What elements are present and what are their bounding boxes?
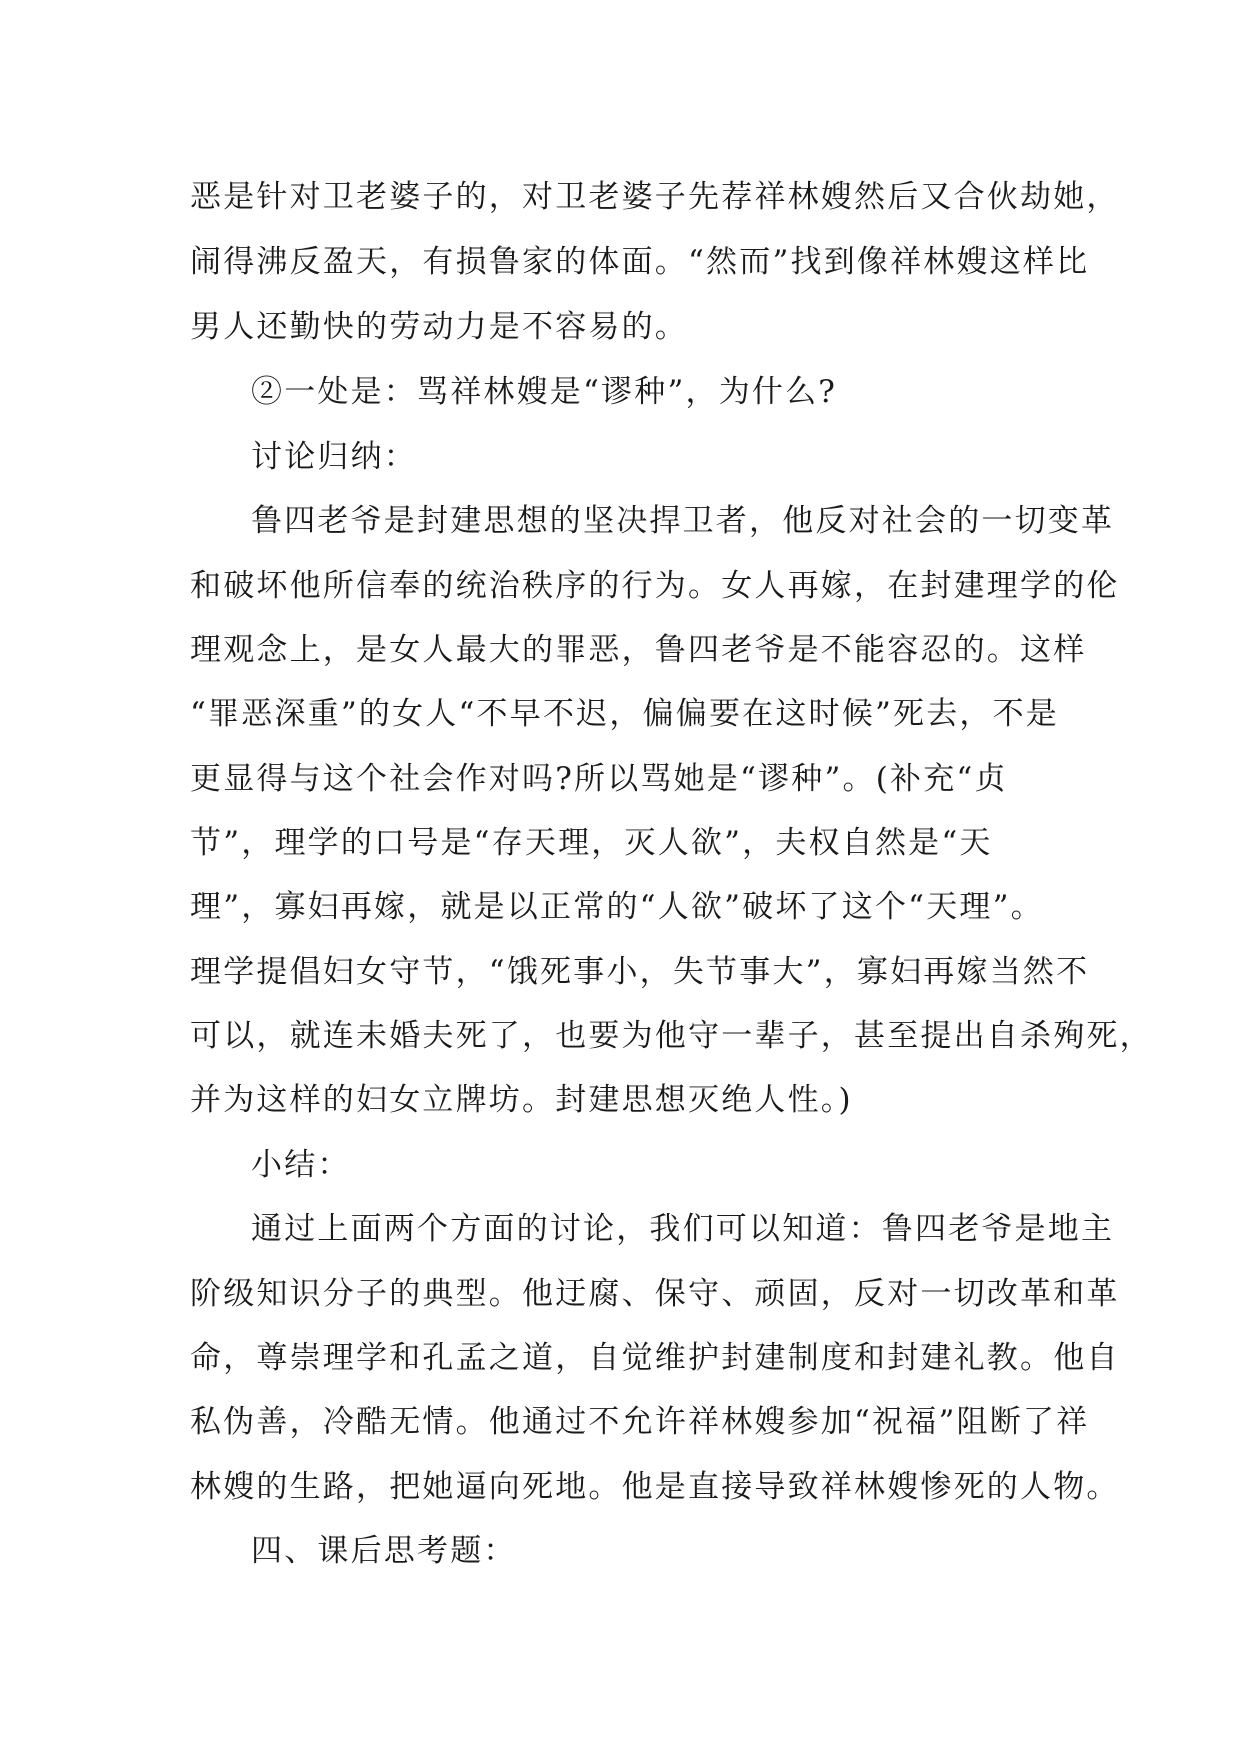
text-line: 林嫂的生路，把她逼向死地。他是直接导致祥林嫂惨死的人物。 xyxy=(190,1469,1120,1505)
text-line: 闹得沸反盈天，有损鲁家的体面。“然而”找到像祥林嫂这样比 xyxy=(190,244,1090,280)
text-line: 通过上面两个方面的讨论，我们可以知道：鲁四老爷是地主 xyxy=(251,1211,1115,1247)
text-line: 男人还勤快的劳动力是不容易的。 xyxy=(190,309,688,345)
text-line: 更显得与这个社会作对吗?所以骂她是“谬种”。(补充“贞 xyxy=(190,761,1008,797)
summary-label: 小结： xyxy=(251,1147,351,1183)
text-line: 阶级知识分子的典型。他迂腐、保守、顽固，反对一切改革和革 xyxy=(190,1276,1120,1312)
discussion-label: 讨论归纳： xyxy=(251,439,417,475)
text-line: 理”，寡妇再嫁，就是以正常的“人欲”破坏了这个“天理”。 xyxy=(190,889,1044,925)
section-heading: 四、课后思考题： xyxy=(251,1533,517,1569)
text-line: 理学提倡妇女守节，“饿死事小，失节事大”，寡妇再嫁当然不 xyxy=(190,954,1090,990)
text-line: 和破坏他所信奉的统治秩序的行为。女人再嫁，在封建理学的伦 xyxy=(190,568,1120,604)
question-heading: ②一处是：骂祥林嫂是“谬种”，为什么? xyxy=(251,374,838,410)
text-line: 理观念上，是女人最大的罪恶，鲁四老爷是不能容忍的。这样 xyxy=(190,632,1087,668)
text-line: 节”，理学的口号是“存天理，灭人欲”，夫权自然是“天 xyxy=(190,825,993,861)
text-line: 命，尊崇理学和孔孟之道，自觉维护封建制度和封建礼教。他自 xyxy=(190,1340,1120,1376)
text-line: 可以，就连未婚夫死了，也要为他守一辈子，甚至提出自杀殉死， xyxy=(190,1018,1153,1054)
text-line: 并为这样的妇女立牌坊。封建思想灭绝人性。) xyxy=(190,1082,853,1118)
text-line: 恶是针对卫老婆子的，对卫老婆子先荐祥林嫂然后又合伙劫她， xyxy=(190,179,1120,215)
text-line: 鲁四老爷是封建思想的坚决捍卫者，他反对社会的一切变革 xyxy=(251,503,1115,539)
text-line: 私伪善，冷酷无情。他通过不允许祥林嫂参加“祝福”阻断了祥 xyxy=(190,1404,1090,1440)
text-line: “罪恶深重”的女人“不早不迟，偏偏要在这时候”死去，不是 xyxy=(190,696,1059,732)
